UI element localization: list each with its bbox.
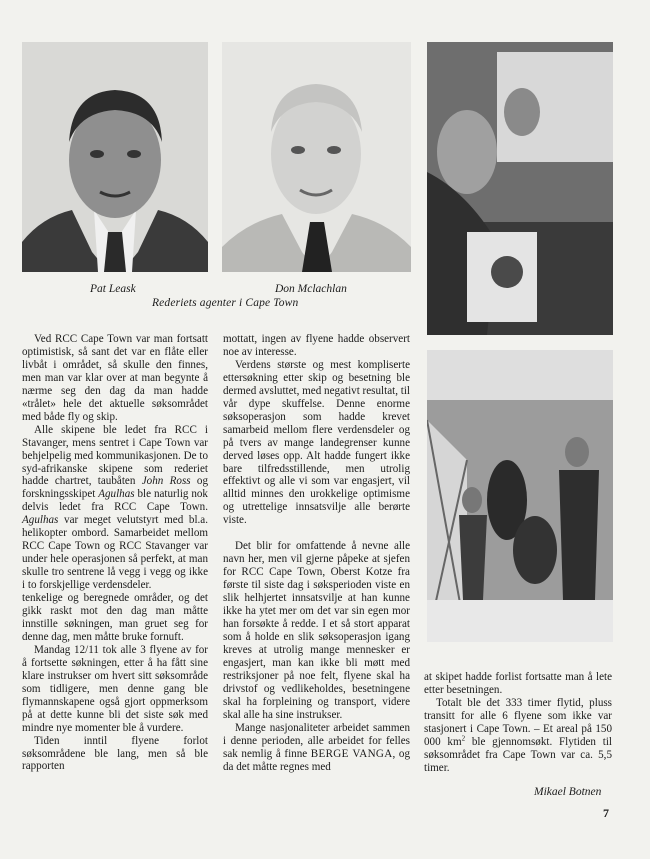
article-column-3 bbox=[424, 671, 612, 775]
paragraph: Verdens største og mest kompliserte ettersøkning etter skip og besetning ble dermed avsluttet, med negativt resultat, til vår dype skuffelse. Denne enorme søksoperasjon som hadde krevet samarbeid mellom flere verdensdeler og på tvers av mange landegrenser kunne derved løses opp. Alt hadde fungert ikke bare tilfredsstillende, men utrolig effektivt og alle vi som var engasjert, vil alltid minnes den urokkelige optimisme og utrettelige innsatsvilje alle berørte viste. bbox=[223, 358, 411, 527]
paragraph: tenkelige og beregnede områder, og det gikk raskt mot den dag man måtte innstille søkningen, man gruet seg for denne dag, men måtte bruke fornuft. bbox=[22, 592, 208, 643]
paragraph: at skipet hadde forlist fortsatte man å lete etter besetningen. bbox=[424, 671, 612, 696]
caption-name-pat-leask: Pat Leask bbox=[90, 283, 136, 295]
paragraph: Mange nasjonaliteter arbeidet sammen i denne perioden, alle arbeidet for felles sak nemlig å finne BERGE VANGA, og da det måtte regnes med bbox=[223, 721, 410, 773]
author-signature: Mikael Botnen bbox=[534, 786, 602, 798]
article-column-2 bbox=[223, 333, 410, 773]
photo-cockpit-crew bbox=[427, 42, 613, 335]
paragraph: Tiden inntil flyene forlot søksområdene ble lang, men så ble rapporten bbox=[22, 734, 208, 773]
photo-don-mclachlan bbox=[222, 42, 411, 272]
photo-pat-leask bbox=[22, 42, 208, 272]
photo-cargo-hold bbox=[427, 350, 613, 642]
article-column-1 bbox=[22, 333, 208, 773]
paragraph: Det blir for omfattende å nevne alle navn her, men vil gjerne påpeke at sjefen for RCC Cape Town, Oberst Kotze fra første til siste dag i søksperioden viste en slik helhjertet innsatsvilje at han kunne ikke ha ytet mer om det var sin egen mor han forsøkte å redde. I et så stort apparat som å holde en slik søksoperasjon igang kreves at utrolig mange mennesker er engasjert, man kan ikke bli møtt med restriksjoner på noe felt, flyene skal ha drivstof og vedlikeholdes, besetningene skal ha forpleining og transport, videre skal alle ha sine instrukser. bbox=[223, 540, 410, 721]
caption-name-don-mclachlan: Don Mclachlan bbox=[275, 283, 347, 295]
paragraph: Alle skipene ble ledet fra RCC i Stavanger, mens sentret i Cape Town var behjelpelig med kommunikasjonen. De to syd-afrikanske skipene som rederiet hadde chartret, taubåten John Ross og forskningsskipet Agulhas ble naturlig nok delvis ledet fra RCC Cape Town. Agulhas var meget velutstyrt med bl.a. helikopter ombord. Samarbeidet mellom RCC Cape Town og RCC Stavanger var under hele operasjonen så perfekt, at man skulle tro sentrene lå vegg i vegg og ikke i to forskjellige verdensdeler. bbox=[22, 423, 209, 592]
paragraph: Mandag 12/11 tok alle 3 flyene av for å fortsette søkningen, etter å ha fått sine klare instrukser om hvert sitt søksområde som tidligere, men denne gang ble flymannskapene også gjort oppmerksom på at dette kunne bli det siste søk med mindre nye momenter ble å vurdere. bbox=[22, 643, 208, 734]
paragraph: mottatt, ingen av flyene hadde observert noe av interesse. bbox=[223, 333, 410, 358]
paragraph: Ved RCC Cape Town var man fortsatt optimistisk, så sant det var en flåte eller livbåt i området, så skulle den finnes, men man var klar over at man begynte å nærme seg den dag da man hadde «trålet» hele det aktuelle søksområdet med både fly og skip. bbox=[22, 333, 208, 423]
paragraph: Totalt ble det 333 timer flytid, pluss transitt for alle 6 flyene som ikke var stasjonert i Cape Town. – Et areal på 150 000 $km^2$ ble gjennomsøkt. Flytiden til søksområdet fra Cape Town var ca. 5,5 timer. bbox=[424, 696, 612, 774]
page-number: 7 bbox=[603, 806, 609, 820]
caption-subtitle: Rederiets agenter i Cape Town bbox=[152, 297, 299, 309]
